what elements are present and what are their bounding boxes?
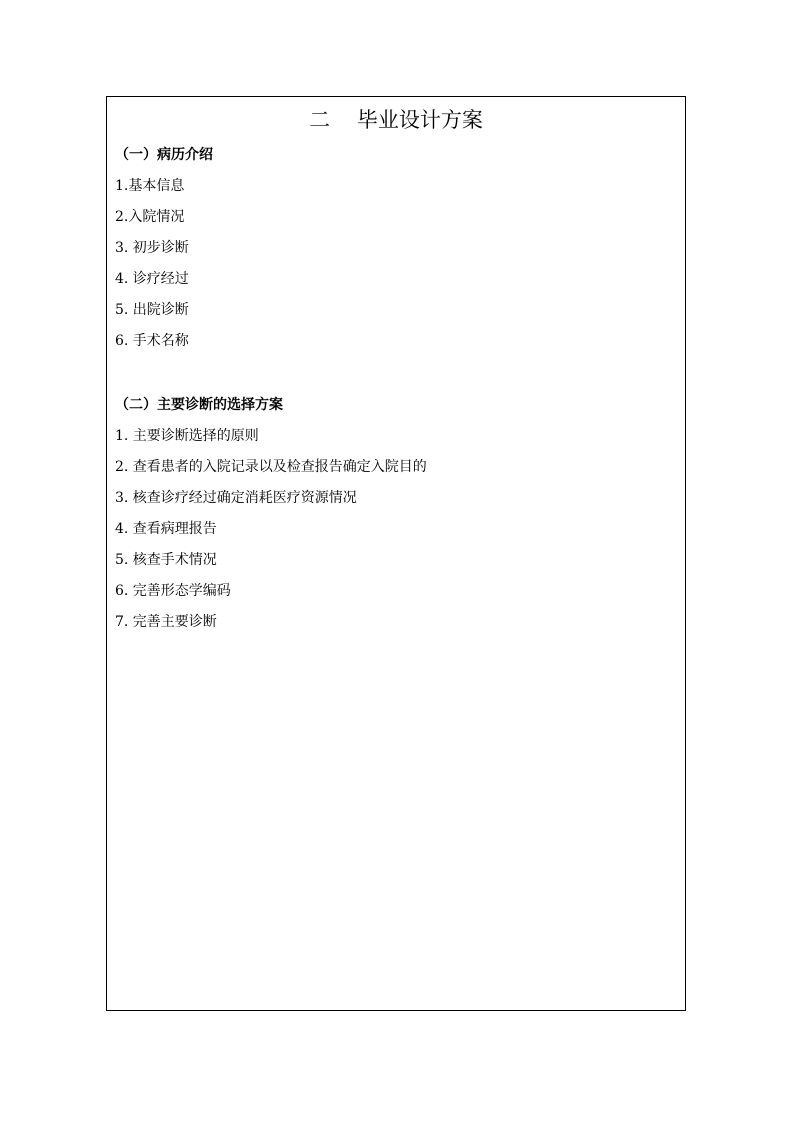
list-item: 2.入院情况 [115,209,185,225]
page-title: 二 毕业设计方案 [309,108,483,132]
list-item: 6. 完善形态学编码 [115,583,231,599]
list-item: 7. 完善主要诊断 [115,614,217,630]
section-heading-case-intro: （一）病历介绍 [115,147,213,163]
section-heading-main-diagnosis: （二）主要诊断的选择方案 [115,397,283,413]
list-item: 4. 诊疗经过 [115,271,189,287]
list-item: 3. 初步诊断 [115,240,189,256]
list-item: 5. 核查手术情况 [115,552,217,568]
list-item: 3. 核查诊疗经过确定消耗医疗资源情况 [115,490,357,506]
list-item: 5. 出院诊断 [115,302,189,318]
list-item: 1.基本信息 [115,178,185,194]
list-item: 2. 查看患者的入院记录以及检查报告确定入院目的 [115,459,427,475]
list-item: 1. 主要诊断选择的原则 [115,428,259,444]
list-item: 4. 查看病理报告 [115,521,217,537]
list-item: 6. 手术名称 [115,333,189,349]
plan-frame [106,96,686,1011]
